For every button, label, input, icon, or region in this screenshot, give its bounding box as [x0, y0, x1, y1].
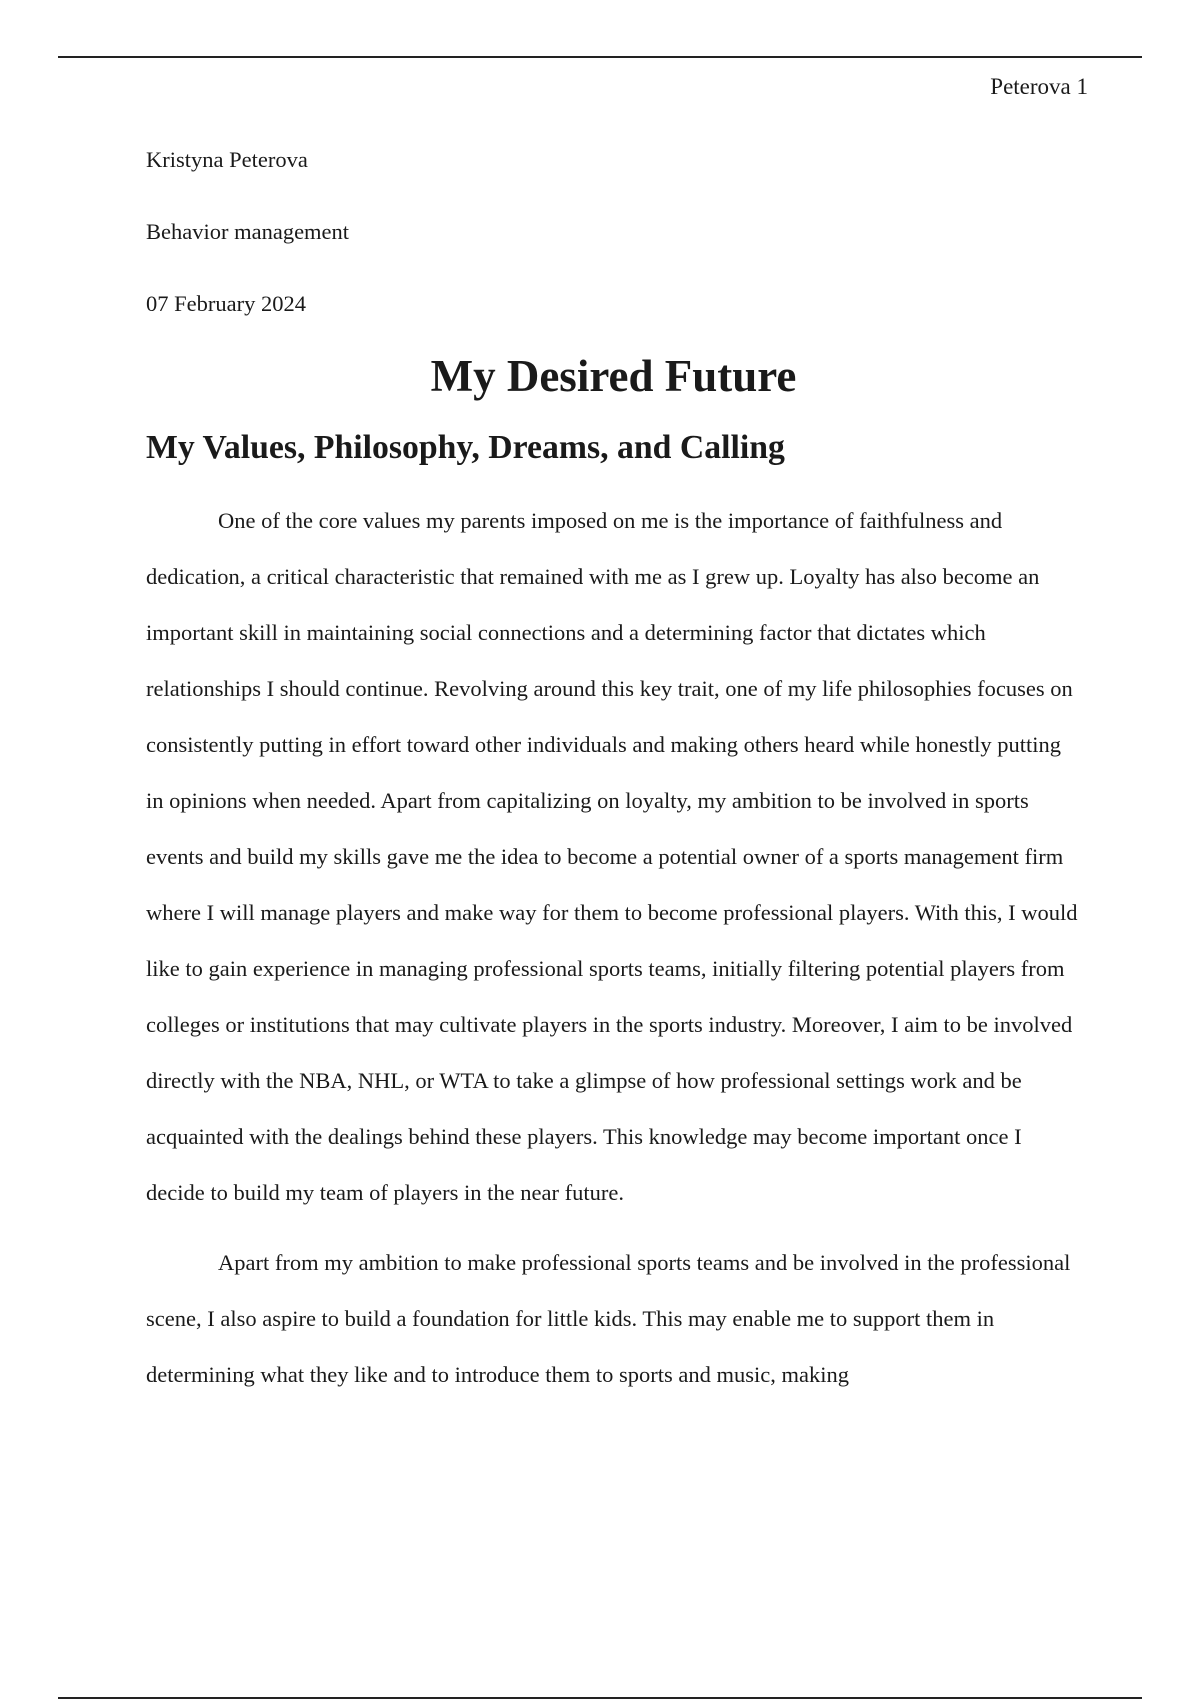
section-heading: My Values, Philosophy, Dreams, and Calling — [146, 429, 785, 466]
body-paragraph-1: One of the core values my parents imposed on me is the importance of faithfulness and dedication, a critical characteristic that remained with me as I grew up. Loyalty has also become an important skill in maintaining social connections and a determining factor that dictates which relationships I should continue. Revolving around this key trait, one of my life philosophies focuses on consistently putting in effort toward other individuals and making others heard while honestly putting in opinions when needed. Apart from capitalizing on loyalty, my ambition to be involved in sports events and build my skills gave me the idea to become a potential owner of a sports management firm where I will manage players and make way for them to become professional players. With this, I would like to gain experience in managing professional sports teams, initially filtering potential players from colleges or institutions that may cultivate players in the sports industry. Moreover, I aim to be involved directly with the NBA, NHL, or WTA to take a glimpse of how professional settings work and be acquainted with the dealings behind these players. This knowledge may become important once I decide to build my team of players in the near future. — [146, 508, 1078, 1205]
bottom-rule — [58, 1697, 1142, 1699]
document-body — [146, 143, 1081, 1403]
document-title: My Desired Future — [430, 351, 797, 401]
document-date: 07 February 2024 — [146, 291, 306, 316]
course-name: Behavior management — [146, 219, 350, 244]
running-head: Peterova 1 — [990, 74, 1088, 99]
top-rule — [58, 56, 1142, 58]
author-name: Kristyna Peterova — [146, 147, 308, 172]
body-paragraph-2: Apart from my ambition to make professional sports teams and be involved in the professional scene, I also aspire to build a foundation for little kids. This may enable me to support them in determining what they like and to introduce them to sports and music, making — [146, 1250, 1071, 1387]
